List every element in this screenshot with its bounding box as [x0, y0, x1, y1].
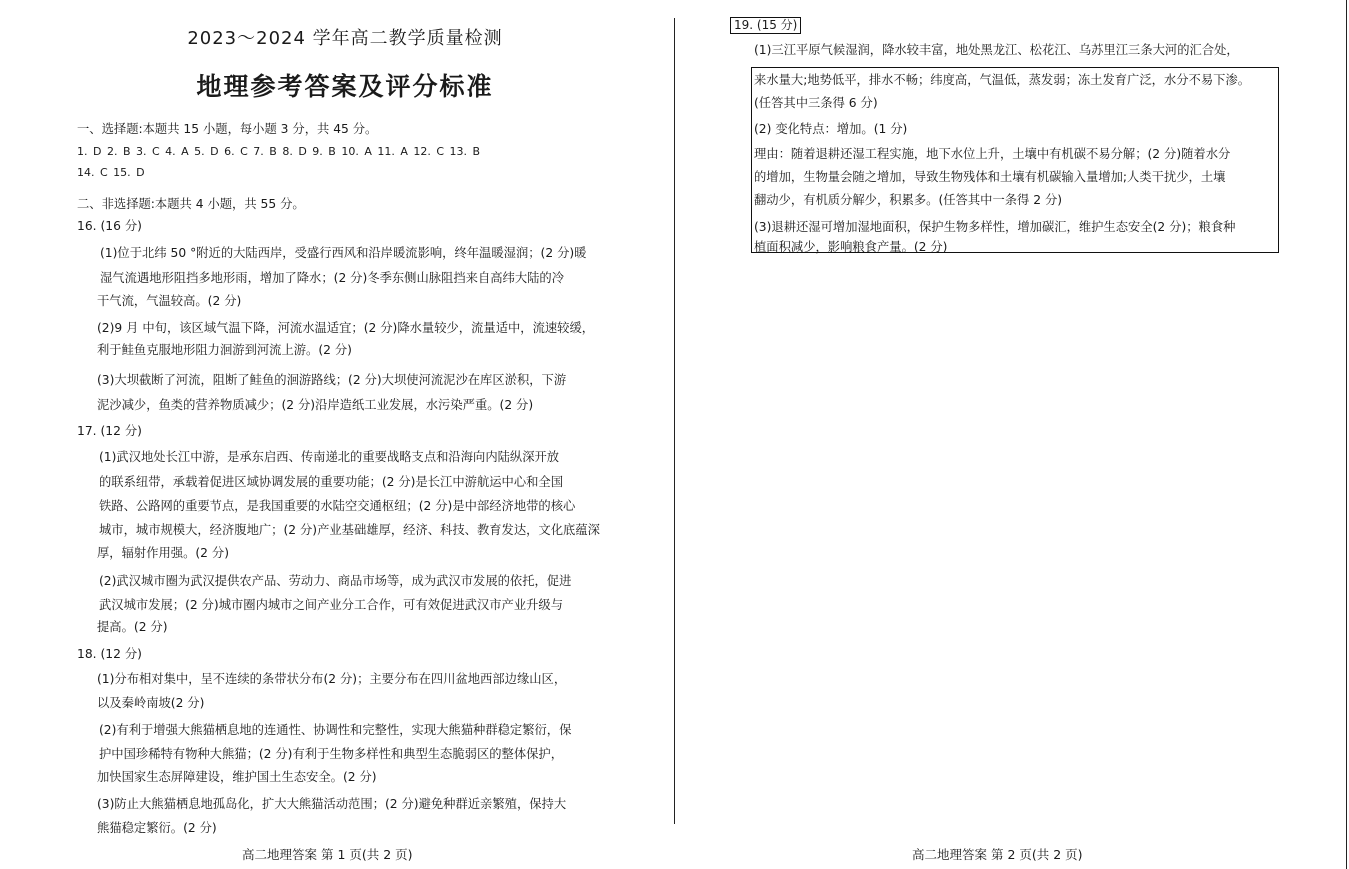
q17-line: 武汉城市发展；(2 分)城市圈内城市之间产业分工合作，可有效促进武汉市产业升级与 — [99, 598, 564, 612]
page-edge — [1346, 0, 1347, 869]
q17-line: 厚，辐射作用强。(2 分) — [97, 546, 229, 560]
q16-line: 泥沙减少，鱼类的营养物质减少；(2 分)沿岸造纸工业发展，水污染严重。(2 分) — [97, 398, 534, 412]
q16-line: (3)大坝截断了河流，阻断了鲑鱼的洄游路线；(2 分)大坝使河流泥沙在库区淤积，下游 — [97, 373, 567, 387]
q17-label: 17. (12 分) — [77, 424, 142, 438]
q16-line: 利于鲑鱼克服地形阻力洄游到河流上游。(2 分) — [97, 343, 352, 357]
q19-line: 来水量大;地势低平，排水不畅；纬度高，气温低，蒸发弱；冻土发育广泛，水分不易下渗。 — [754, 73, 1251, 87]
q16-line: (2)9 月 中旬，该区域气温下降，河流水温适宜；(2 分)降水量较少，流量适中，流速较缓， — [97, 321, 595, 335]
q17-line: (1)武汉地处长江中游，是承东启西、传南递北的重要战略支点和沿海向内陆纵深开放 — [99, 450, 560, 464]
q19-line: 理由：随着退耕还湿工程实施，地下水位上升，土壤中有机碳不易分解；(2 分)随着水分 — [754, 147, 1231, 161]
q17-line: 铁路、公路网的重要节点，是我国重要的水陆空交通枢纽；(2 分)是中部经济地带的核心 — [99, 499, 576, 513]
q16-line: (1)位于北纬 50 °附近的大陆西岸，受盛行西风和沿岸暖流影响，终年温暖湿润；(2 分)暖 — [100, 246, 587, 260]
q19-line: 的增加，生物量会随之增加，导致生物残体和土壤有机碳输入量增加;人类干扰少，土壤 — [754, 170, 1226, 184]
q17-line: 城市，城市规模大，经济腹地广；(2 分)产业基础雄厚，经济、科技、教育发达，文化底蕴深 — [99, 523, 600, 537]
q19-line: 植面积减少，影响粮食产量。(2 分) — [754, 240, 948, 254]
q19-line: (任答其中三条得 6 分) — [754, 96, 878, 110]
section1-heading: 一、选择题:本题共 15 小题，每小题 3 分，共 45 分。 — [77, 122, 378, 136]
q18-label: 18. (12 分) — [77, 647, 142, 661]
q18-line: (3)防止大熊猫栖息地孤岛化，扩大大熊猫活动范围；(2 分)避免种群近亲繁殖，保持大 — [97, 797, 567, 811]
q19-label: 19. (15 分) — [730, 17, 801, 34]
q17-line: (2)武汉城市圈为武汉提供农产品、劳动力、商品市场等，成为武汉市发展的依托，促进 — [99, 574, 572, 588]
q17-line: 提高。(2 分) — [97, 620, 168, 634]
page-divider — [674, 18, 675, 824]
q19-line: (3)退耕还湿可增加湿地面积，保护生物多样性，增加碳汇，维护生态安全(2 分)；粮食种 — [754, 220, 1236, 234]
q19-line: (2) 变化特点：增加。(1 分) — [754, 122, 908, 136]
q19-line: 翻动少，有机质分解少，积累多。(任答其中一条得 2 分) — [754, 193, 1063, 207]
section2-heading: 二、非选择题:本题共 4 小题，共 55 分。 — [77, 197, 305, 211]
q18-line: (2)有利于增强大熊猫栖息地的连通性、协调性和完整性，实现大熊猫种群稳定繁衍，保 — [99, 723, 572, 737]
q16-line: 干气流，气温较高。(2 分) — [97, 294, 242, 308]
document-title: 地理参考答案及评分标准 — [196, 72, 494, 101]
q18-line: 熊猫稳定繁衍。(2 分) — [97, 821, 217, 835]
q16-line: 湿气流遇地形阻挡多地形雨，增加了降水；(2 分)冬季东侧山脉阻挡来自高纬大陆的冷 — [100, 271, 565, 285]
page-footer: 高二地理答案 第 1 页(共 2 页) — [242, 847, 413, 862]
q18-line: 护中国珍稀特有物种大熊猫；(2 分)有利于生物多样性和典型生态脆弱区的整体保护， — [99, 747, 564, 761]
q16-label: 16. (16 分) — [77, 219, 142, 233]
q18-line: 加快国家生态屏障建设，维护国土生态安全。(2 分) — [97, 770, 377, 784]
choice-answers-row-2: 14. C 15. D — [77, 166, 145, 179]
q18-line: 以及秦岭南坡(2 分) — [97, 696, 205, 710]
q18-line: (1)分布相对集中，呈不连续的条带状分布(2 分)；主要分布在四川盆地西部边缘山区， — [97, 672, 567, 686]
q17-line: 的联系纽带，承载着促进区域协调发展的重要功能；(2 分)是长江中游航运中心和全国 — [99, 475, 564, 489]
exam-title: 2023～2024 学年高二教学质量检测 — [187, 28, 503, 49]
choice-answers-row-1: 1. D 2. B 3. C 4. A 5. D 6. C 7. B 8. D 9. B 10. A 11. A 12. C 13. B — [77, 145, 481, 158]
page-footer: 高二地理答案 第 2 页(共 2 页) — [912, 847, 1083, 862]
q19-line: (1)三江平原气候湿润，降水较丰富，地处黑龙江、松花江、乌苏里江三条大河的汇合处， — [754, 43, 1239, 57]
